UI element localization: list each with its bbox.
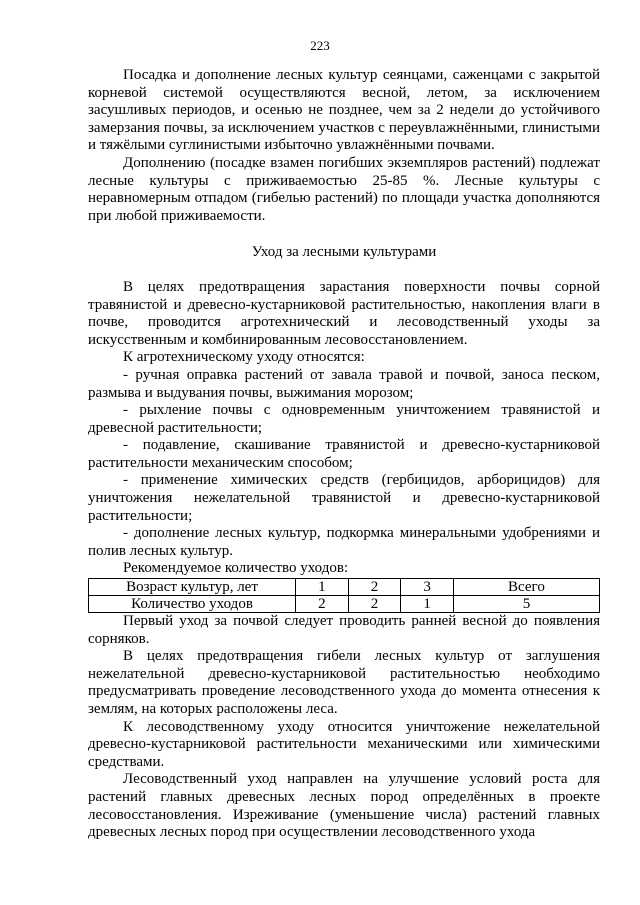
- table-cell: 2: [348, 596, 401, 613]
- care-count-table: [88, 578, 600, 613]
- table-caption: Рекомендуемое количество уходов:: [123, 560, 349, 577]
- list-item: - подавление, скашивание травянистой и древесно-кустарниковой растительности механическим способом;: [88, 437, 600, 471]
- paragraph-supplement: Дополнению (посадке взамен погибших экземпляров растений) подлежат лесные культуры с приживаемостью 25-85 %. Лесные культуры с неравномерным отпадом (гибелью растений) по площади участка дополняются при любой приживаемости.: [88, 154, 600, 224]
- paragraph-care-purpose: В целях предотвращения зарастания поверхности почвы сорной травянистой и древесно-кустарниковой растительностью, накопления влаги в почве, проводится агротехнический и лесоводственный уходы за искусственным и комбинированным лесовосстановлением.: [88, 278, 600, 348]
- list-item: - ручная оправка растений от завала травой и почвой, заноса песком, размыва и выдувания почвы, выжимания морозом;: [88, 366, 600, 401]
- table-cell: 2: [348, 579, 401, 596]
- table-cell: Количество уходов: [89, 596, 296, 613]
- paragraph-prevent-death: В целях предотвращения гибели лесных культур от заглушения нежелательной древесно-кустарниковой растительностью необходимо предусматривать проведение лесоводственного ухода до момента отнесения к землям, на которых расположены леса.: [88, 648, 600, 717]
- table-cell: 1: [401, 596, 454, 613]
- paragraph-planting: Посадка и дополнение лесных культур сеянцами, саженцами с закрытой корневой системой осуществляются весной, летом, за исключением засушливых периодов, и осенью не позднее, чем за 2 недели до устойчивого замерзания почвы, за исключением участков с переувлажнёнными, глинистыми и тяжёлыми суглинистыми избыточно увлажнёнными почвами.: [88, 67, 600, 154]
- page-number: 223: [310, 38, 330, 53]
- table-cell: 2: [296, 596, 349, 613]
- list-item: - дополнение лесных культур, подкормка минеральными удобрениями и полив лесных культур.: [88, 525, 600, 559]
- table-row: [89, 579, 600, 596]
- paragraph-silvicultural-care: К лесоводственному уходу относится уничтожение нежелательной древесно-кустарниковой растительности механическими или химическими средствами.: [88, 718, 600, 770]
- document-body: [88, 67, 600, 842]
- table-cell: 5: [453, 596, 599, 613]
- section-heading: Уход за лесными культурами: [251, 244, 437, 261]
- table-cell: Всего: [453, 579, 599, 596]
- table-row: [89, 596, 600, 613]
- table-cell: 1: [296, 579, 349, 596]
- paragraph-first-care: Первый уход за почвой следует проводить ранней весной до появления сорняков.: [88, 613, 600, 647]
- paragraph-agrotech-intro: К агротехническому уходу относятся:: [123, 349, 365, 366]
- table-cell: Возраст культур, лет: [89, 579, 296, 596]
- list-item: - рыхление почвы с одновременным уничтожением травянистой и древесной растительности;: [88, 402, 600, 436]
- table-cell: 3: [401, 579, 454, 596]
- list-item: - применение химических средств (гербицидов, арборицидов) для уничтожения нежелательной травянистой и древесно-кустарниковой растительности;: [88, 472, 600, 524]
- paragraph-care-direction: Лесоводственный уход направлен на улучшение условий роста для растений главных древесных лесных пород определённых в проекте лесовосстановления. Изреживание (уменьшение числа) растений главных древесных лесных пород при осуществлении лесоводственного ухода: [88, 771, 600, 841]
